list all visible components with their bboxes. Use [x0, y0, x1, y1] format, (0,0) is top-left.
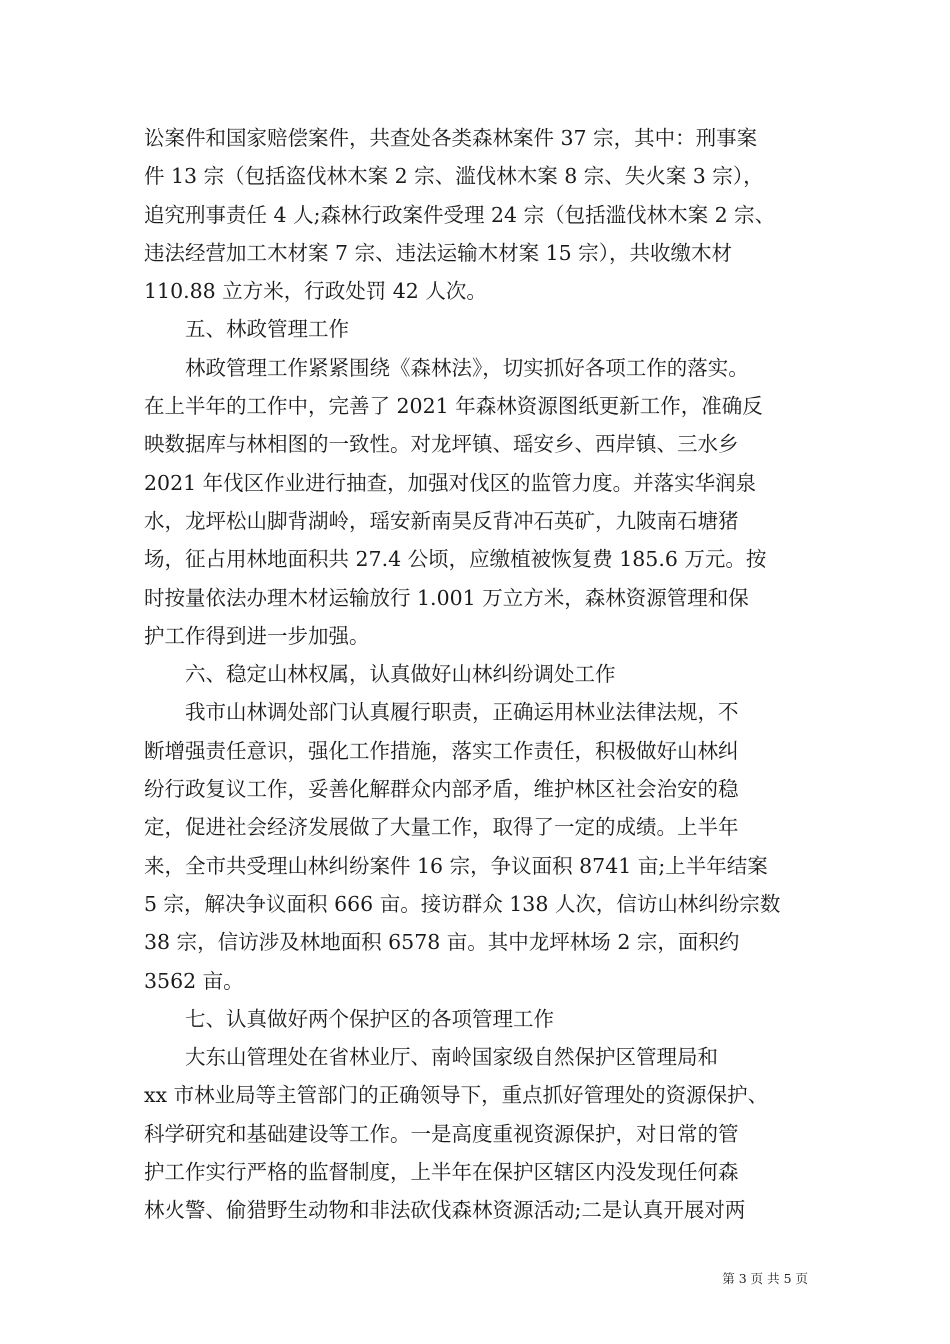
- text-line: 件 13 宗（包括盗伐林木案 2 宗、滥伐林木案 8 宗、失火案 3 宗），: [144, 164, 764, 189]
- paragraph-reserve-management: [144, 1038, 812, 1229]
- text-line: 断增强责任意识，强化工作措施，落实工作责任，积极做好山林纠: [144, 738, 739, 763]
- text-line: 林政管理工作紧紧围绕《森林法》，切实抓好各项工作的落实。: [185, 355, 749, 380]
- page-number: 第 3 页 共 5 页: [722, 1271, 808, 1286]
- text-line: 在上半年的工作中，完善了 2021 年森林资源图纸更新工作，准确反: [144, 394, 763, 419]
- paragraph-forest-admin: [144, 349, 812, 655]
- text-line: 来，全市共受理山林纠纷案件 16 宗，争议面积 8741 亩;上半年结案: [144, 853, 768, 878]
- text-line: 映数据库与林相图的一致性。对龙坪镇、瑶安乡、西岸镇、三水乡: [144, 432, 739, 457]
- section-heading-5: [144, 310, 812, 348]
- section-heading: 五、林政管理工作: [185, 317, 349, 342]
- text-line: xx 市林业局等主管部门的正确领导下，重点抓好管理处的资源保护、: [144, 1083, 769, 1108]
- section-heading: 七、认真做好两个保护区的各项管理工作: [185, 1006, 554, 1031]
- text-line: 护工作得到进一步加强。: [144, 623, 370, 648]
- text-line: 5 宗，解决争议面积 666 亩。接访群众 138 人次，信访山林纠纷宗数: [144, 891, 781, 916]
- text-line: 科学研究和基础建设等工作。一是高度重视资源保护，对日常的管: [144, 1121, 739, 1146]
- text-line: 2021 年伐区作业进行抽查，加强对伐区的监管力度。并落实华润泉: [144, 470, 757, 495]
- text-line: 林火警、偷猎野生动物和非法砍伐森林资源活动;二是认真开展对两: [144, 1198, 746, 1223]
- text-line: 纷行政复议工作，妥善化解群众内部矛盾，维护林区社会治安的稳: [144, 777, 739, 802]
- text-line: 违法经营加工木材案 7 宗、违法运输木材案 15 宗），共收缴木材: [144, 240, 732, 265]
- paragraph-case-summary: [144, 119, 812, 310]
- text-line: 定，促进社会经济发展做了大量工作，取得了一定的成绩。上半年: [144, 815, 739, 840]
- text-line: 大东山管理处在省林业厅、南岭国家级自然保护区管理局和: [185, 1045, 718, 1070]
- text-line: 讼案件和国家赔偿案件，共查处各类森林案件 37 宗，其中：刑事案: [144, 126, 758, 150]
- text-line: 时按量依法办理木材运输放行 1.001 万立方米，森林资源管理和保: [144, 585, 749, 610]
- text-line: 110.88 立方米，行政处罚 42 人次。: [144, 279, 487, 304]
- text-line: 水，龙坪松山脚背湖岭，瑶安新南昊反背冲石英矿，九陂南石塘猪: [144, 508, 739, 533]
- section-heading: 六、稳定山林权属，认真做好山林纠纷调处工作: [185, 662, 616, 687]
- text-line: 场，征占用林地面积共 27.4 公顷，应缴植被恢复费 185.6 万元。按: [144, 547, 767, 572]
- section-heading-6: [144, 655, 812, 693]
- text-line: 3562 亩。: [144, 968, 244, 993]
- document-body: [144, 119, 812, 1230]
- paragraph-dispute-mediation: [144, 693, 812, 999]
- text-line: 38 宗，信访涉及林地面积 6578 亩。其中龙坪林场 2 宗，面积约: [144, 930, 740, 955]
- text-line: 护工作实行严格的监督制度，上半年在保护区辖区内没发现任何森: [144, 1160, 739, 1185]
- section-heading-7: [144, 1000, 812, 1038]
- text-line: 追究刑事责任 4 人;森林行政案件受理 24 宗（包括滥伐林木案 2 宗、: [144, 202, 776, 227]
- text-line: 我市山林调处部门认真履行职责，正确运用林业法律法规，不: [185, 700, 739, 725]
